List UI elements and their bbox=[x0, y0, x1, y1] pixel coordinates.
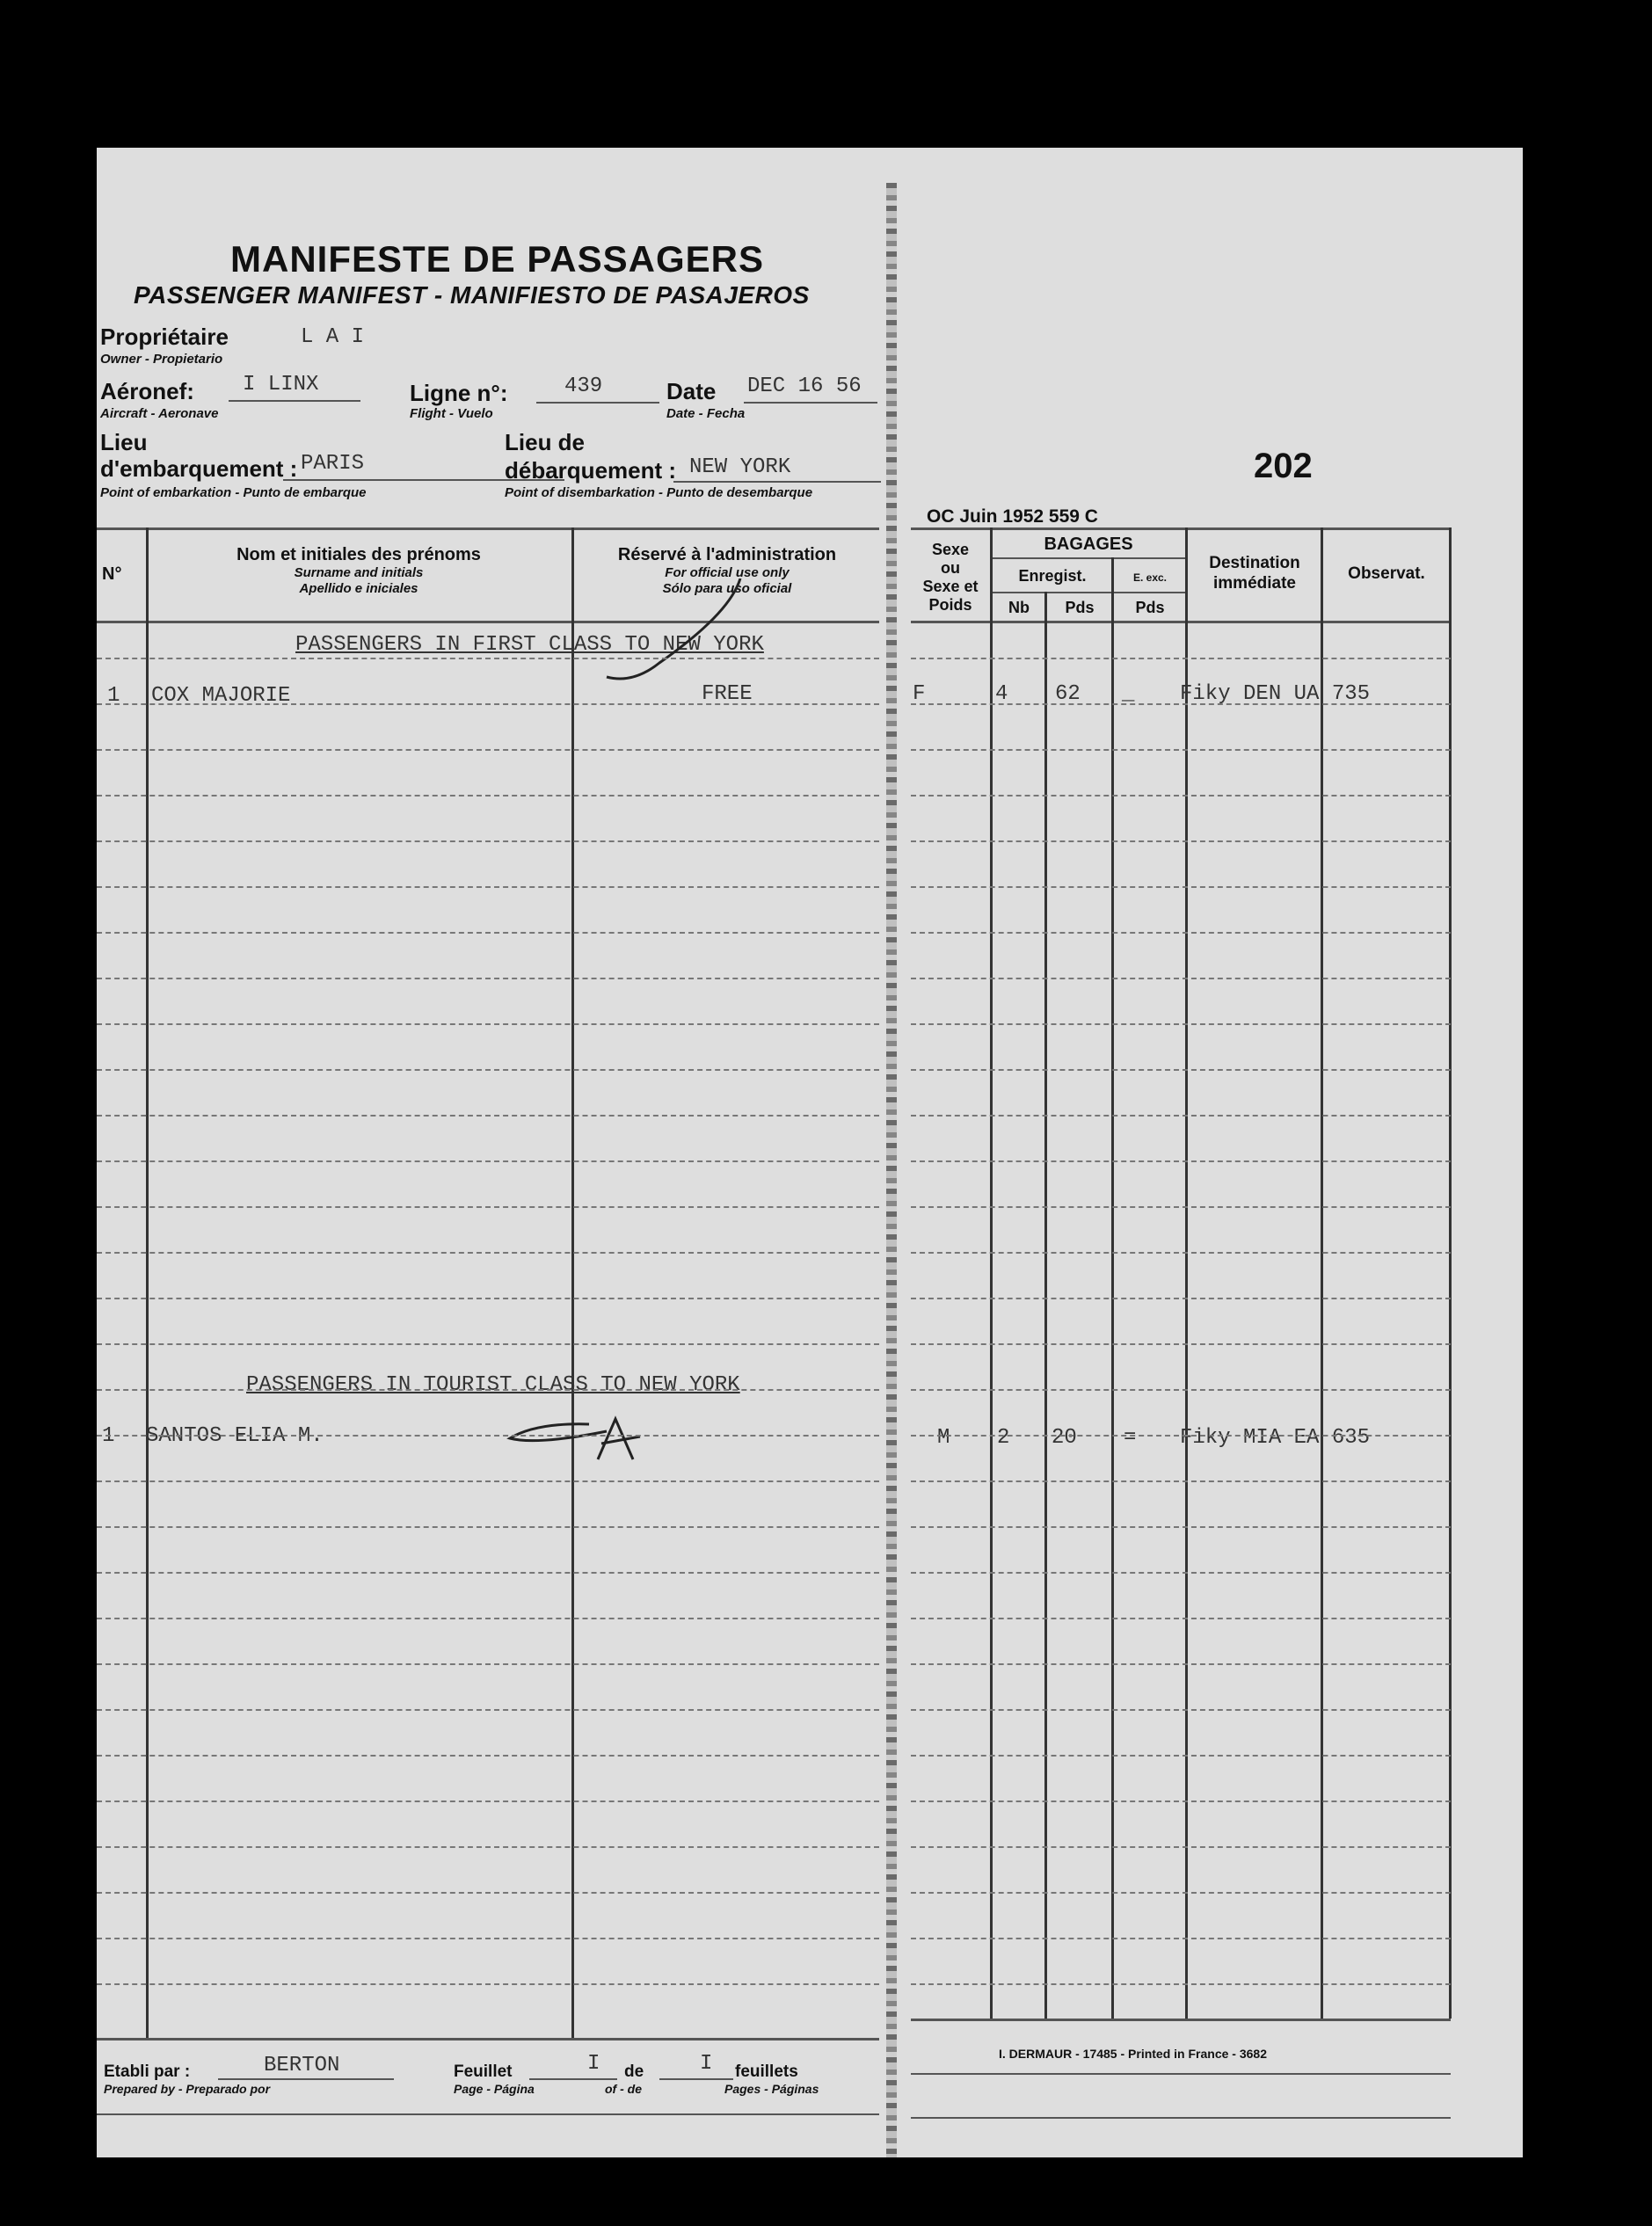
row-rule-right bbox=[911, 1572, 1451, 1574]
col-admin-sub1: For official use only bbox=[665, 565, 790, 580]
section-heading-tourist: PASSENGERS IN TOURIST CLASS TO NEW YORK bbox=[246, 1373, 740, 1397]
col-admin-sub2: Sólo para uso oficial bbox=[662, 581, 792, 596]
row-rule-left bbox=[97, 1206, 879, 1208]
row-rule-left bbox=[97, 932, 879, 934]
row-rule-right bbox=[911, 1389, 1451, 1391]
form-subtitle: PASSENGER MANIFEST - MANIFIESTO DE PASAJEROS bbox=[134, 281, 810, 309]
col-destination-2: immédiate bbox=[1213, 574, 1296, 593]
owner-sublabel: Owner - Propietario bbox=[100, 352, 223, 367]
row-rule-left bbox=[97, 1389, 879, 1391]
row-rule-left bbox=[97, 1983, 879, 1985]
row-rule-right bbox=[911, 1526, 1451, 1528]
embark-sublabel: Point of embarkation - Punto de embarque bbox=[100, 485, 367, 500]
row-rule-left bbox=[97, 703, 879, 705]
passenger-no: 1 bbox=[107, 684, 120, 708]
embark-value: PARIS bbox=[301, 452, 365, 476]
row-rule-right bbox=[911, 1252, 1451, 1254]
row-rule-left bbox=[97, 1709, 879, 1711]
row-rule-left bbox=[97, 1023, 879, 1025]
form-title: MANIFESTE DE PASSAGERS bbox=[230, 238, 764, 280]
handwritten-initial bbox=[484, 1414, 659, 1466]
disembark-label-2: débarquement : bbox=[505, 457, 677, 484]
row-rule-right bbox=[911, 1618, 1451, 1619]
fold-crease bbox=[886, 183, 897, 2157]
passenger-excess: _ bbox=[1122, 682, 1135, 706]
printer-imprint: I. DERMAUR - 17485 - Printed in France - 3682 bbox=[999, 2047, 1267, 2061]
row-rule-right bbox=[911, 1160, 1451, 1162]
embark-label-2: d'embarquement : bbox=[100, 455, 298, 482]
row-rule-right bbox=[911, 978, 1451, 979]
row-rule-left bbox=[97, 978, 879, 979]
col-sex-4: Poids bbox=[928, 596, 972, 614]
row-rule-right bbox=[911, 1343, 1451, 1345]
col-nb: Nb bbox=[1008, 599, 1030, 616]
row-rule-left bbox=[97, 658, 879, 659]
aircraft-value: I LINX bbox=[243, 373, 319, 396]
manifest-sheet bbox=[97, 148, 1523, 2157]
row-rule-right bbox=[911, 1069, 1451, 1071]
flight-value: 439 bbox=[564, 375, 603, 398]
col-sex-3: Sexe et bbox=[922, 578, 979, 595]
date-label: Date bbox=[666, 378, 717, 404]
prepared-value: BERTON bbox=[264, 2054, 340, 2077]
row-rule-right bbox=[911, 1298, 1451, 1299]
row-rule-left bbox=[97, 1938, 879, 1939]
page-label: Feuillet bbox=[454, 2062, 513, 2081]
col-name-header: Nom et initiales des prénoms bbox=[237, 545, 481, 564]
row-rule-left bbox=[97, 749, 879, 751]
date-value: DEC 16 56 bbox=[747, 375, 862, 398]
row-rule-left bbox=[97, 1618, 879, 1619]
row-rule-right bbox=[911, 932, 1451, 934]
row-rule-left bbox=[97, 1526, 879, 1528]
row-rule-right bbox=[911, 886, 1451, 888]
row-rule-right bbox=[911, 703, 1451, 705]
row-rule-left bbox=[97, 886, 879, 888]
row-rule-right bbox=[911, 795, 1451, 797]
passenger-name: COX MAJORIE bbox=[151, 684, 291, 708]
row-rule-right bbox=[911, 1709, 1451, 1711]
col-pds-excess: Pds bbox=[1135, 599, 1165, 616]
col-observ: Observat. bbox=[1348, 564, 1425, 583]
row-rule-right bbox=[911, 1800, 1451, 1802]
row-rule-right bbox=[911, 1023, 1451, 1025]
row-rule-left bbox=[97, 1298, 879, 1299]
passenger-name: SANTOS ELIA M. bbox=[146, 1424, 324, 1448]
pages-label: feuillets bbox=[735, 2062, 798, 2081]
of-label: de bbox=[624, 2062, 644, 2081]
passenger-admin: FREE bbox=[702, 682, 753, 706]
col-baggage-header: BAGAGES bbox=[1044, 535, 1133, 554]
section-heading-first: PASSENGERS IN FIRST CLASS TO NEW YORK bbox=[295, 633, 764, 657]
col-admin-header: Réservé à l'administration bbox=[617, 545, 837, 564]
row-rule-left bbox=[97, 840, 879, 842]
row-rule-right bbox=[911, 1435, 1451, 1437]
col-excess: E. exc. bbox=[1132, 571, 1168, 584]
passenger-bag-pds: 20 bbox=[1052, 1426, 1077, 1450]
row-rule-right bbox=[911, 1983, 1451, 1985]
passenger-sex: M bbox=[937, 1426, 950, 1450]
row-rule-left bbox=[97, 1435, 879, 1437]
row-rule-left bbox=[97, 1755, 879, 1757]
passenger-bag-nb: 2 bbox=[997, 1426, 1010, 1450]
embark-label-1: Lieu bbox=[100, 429, 148, 455]
row-rule-right bbox=[911, 1755, 1451, 1757]
col-registered: Enregist. bbox=[1018, 567, 1087, 585]
row-rule-left bbox=[97, 1252, 879, 1254]
col-sex-1: Sexe bbox=[931, 541, 970, 558]
disembark-label-1: Lieu de bbox=[505, 429, 586, 455]
aircraft-label: Aéronef: bbox=[100, 378, 194, 404]
row-rule-right bbox=[911, 1115, 1451, 1117]
flight-sublabel: Flight - Vuelo bbox=[410, 406, 493, 421]
col-destination-1: Destination bbox=[1209, 554, 1300, 572]
row-rule-right bbox=[911, 1663, 1451, 1665]
check-mark bbox=[484, 578, 765, 702]
prepared-label: Etabli par : bbox=[104, 2062, 191, 2081]
page-stamp-number: 202 bbox=[1254, 447, 1313, 485]
row-rule-left bbox=[97, 1069, 879, 1071]
prepared-sublabel: Prepared by - Preparado por bbox=[104, 2082, 271, 2096]
row-rule-left bbox=[97, 1480, 879, 1482]
row-rule-left bbox=[97, 1572, 879, 1574]
row-rule-right bbox=[911, 749, 1451, 751]
row-rule-left bbox=[97, 1663, 879, 1665]
row-rule-left bbox=[97, 1800, 879, 1802]
passenger-sex: F bbox=[913, 682, 926, 706]
owner-value: L A I bbox=[301, 325, 365, 349]
of-value: I bbox=[700, 2052, 713, 2076]
passenger-bag-pds: 62 bbox=[1055, 682, 1081, 706]
page-sublabel: Page - Página bbox=[454, 2082, 535, 2096]
row-rule-left bbox=[97, 1160, 879, 1162]
pages-sublabel: Pages - Páginas bbox=[724, 2082, 819, 2096]
row-rule-left bbox=[97, 1846, 879, 1848]
flight-label: Ligne n°: bbox=[410, 380, 508, 406]
col-name-sub1: Surname and initials bbox=[294, 565, 424, 580]
row-rule-left bbox=[97, 795, 879, 797]
row-rule-left bbox=[97, 1115, 879, 1117]
disembark-sublabel: Point of disembarkation - Punto de desembarque bbox=[505, 485, 813, 500]
row-rule-right bbox=[911, 1846, 1451, 1848]
aircraft-sublabel: Aircraft - Aeronave bbox=[100, 406, 219, 421]
row-rule-right bbox=[911, 1938, 1451, 1939]
row-rule-right bbox=[911, 1206, 1451, 1208]
col-sex-2: ou bbox=[941, 559, 960, 577]
passenger-bag-nb: 4 bbox=[995, 682, 1008, 706]
row-rule-right bbox=[911, 1892, 1451, 1894]
col-name-sub2: Apellido e iniciales bbox=[299, 581, 418, 596]
passenger-no: 1 bbox=[102, 1424, 115, 1448]
row-rule-left bbox=[97, 1892, 879, 1894]
passenger-destination: Fiky MIA EA 635 bbox=[1180, 1426, 1371, 1450]
passenger-excess: = bbox=[1124, 1426, 1137, 1450]
row-rule-right bbox=[911, 840, 1451, 842]
row-rule-right bbox=[911, 658, 1451, 659]
col-pds: Pds bbox=[1065, 599, 1095, 616]
row-rule-right bbox=[911, 1480, 1451, 1482]
form-code: OC Juin 1952 559 C bbox=[927, 506, 1098, 527]
col-no-header: N° bbox=[102, 564, 122, 584]
owner-label: Propriétaire bbox=[100, 324, 229, 350]
disembark-value: NEW YORK bbox=[689, 455, 791, 479]
date-sublabel: Date - Fecha bbox=[666, 406, 746, 421]
page-value: I bbox=[587, 2052, 600, 2076]
passenger-destination: Fiky DEN UA 735 bbox=[1180, 682, 1371, 706]
row-rule-left bbox=[97, 1343, 879, 1345]
of-sublabel: of - de bbox=[605, 2082, 642, 2096]
